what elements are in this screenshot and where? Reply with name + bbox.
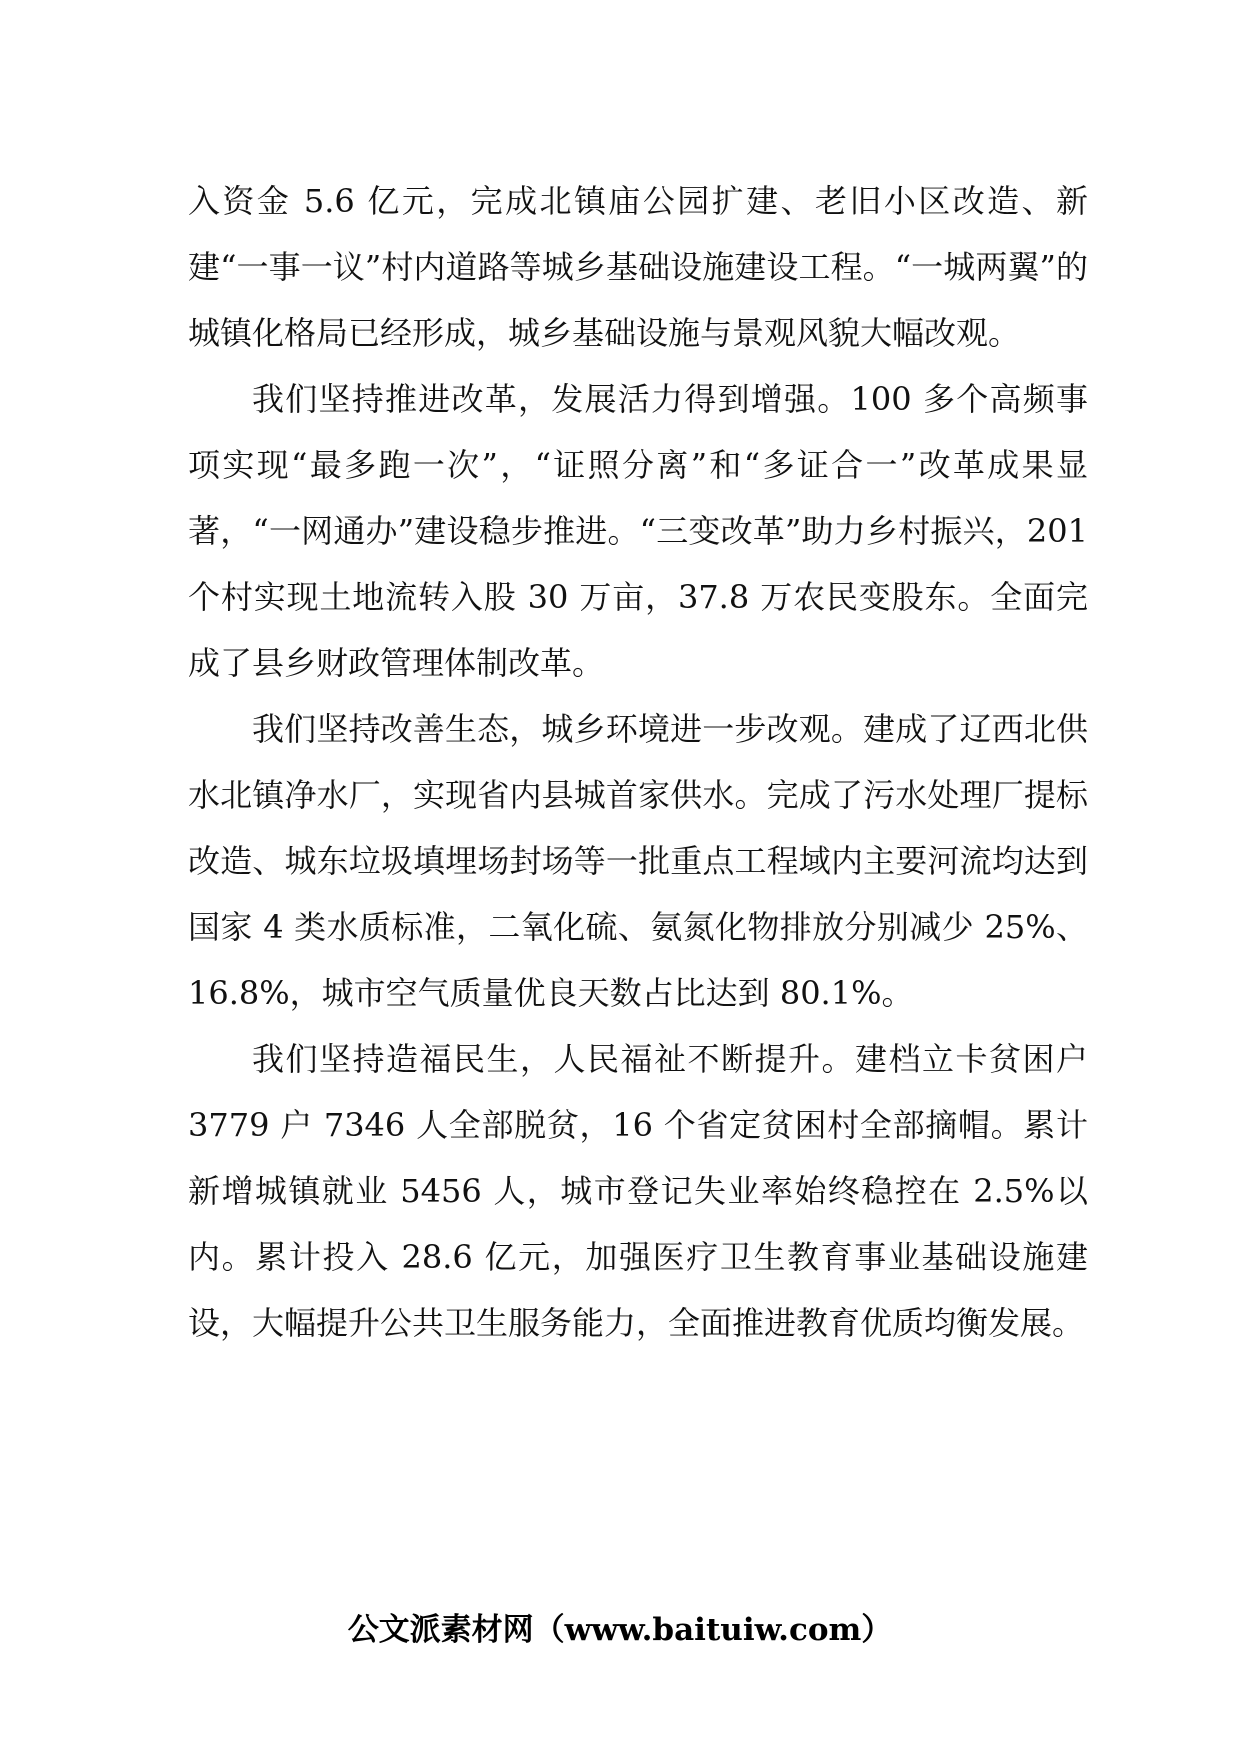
document-body [188, 168, 1088, 1356]
footer-watermark: 公文派素材网（www.baituiw.com） [347, 1612, 893, 1648]
paragraph-reform: 我们坚持推进改革，发展活力得到增强。100 多个高频事项实现“最多跑一次”，“证照分离”和“多证合一”改革成果显著，“一网通办”建设稳步推进。“三变改革”助力乡村振兴，201 个村实现土地流转入股 30 万亩，37.8 万农民变股东。全面完成了县乡财政管理体制改革。 [188, 380, 1088, 682]
paragraph-ecology: 我们坚持改善生态，城乡环境进一步改观。建成了辽西北供水北镇净水厂，实现省内县城首家供水。完成了污水处理厂提标改造、城东垃圾填埋场封场等一批重点工程域内主要河流均达到国家 4 类水质标准，二氧化硫、氨氮化物排放分别减少 25%、16.8%，城市空气质量优良天数占比达到 80.1%。 [188, 710, 1088, 1012]
paragraph-continuation: 入资金 5.6 亿元，完成北镇庙公园扩建、老旧小区改造、新建“一事一议”村内道路等城乡基础设施建设工程。“一城两翼”的城镇化格局已经形成，城乡基础设施与景观风貌大幅改观。 [188, 182, 1088, 352]
paragraph-livelihood: 我们坚持造福民生，人民福祉不断提升。建档立卡贫困户 3779 户 7346 人全部脱贫，16 个省定贫困村全部摘帽。累计新增城镇就业 5456 人，城市登记失业率始终稳控在 2.5%以内。累计投入 28.6 亿元，加强医疗卫生教育事业基础设施建设，大幅提升公共卫生服务能力，全面推进教育优质均衡发展。 [188, 1040, 1088, 1342]
